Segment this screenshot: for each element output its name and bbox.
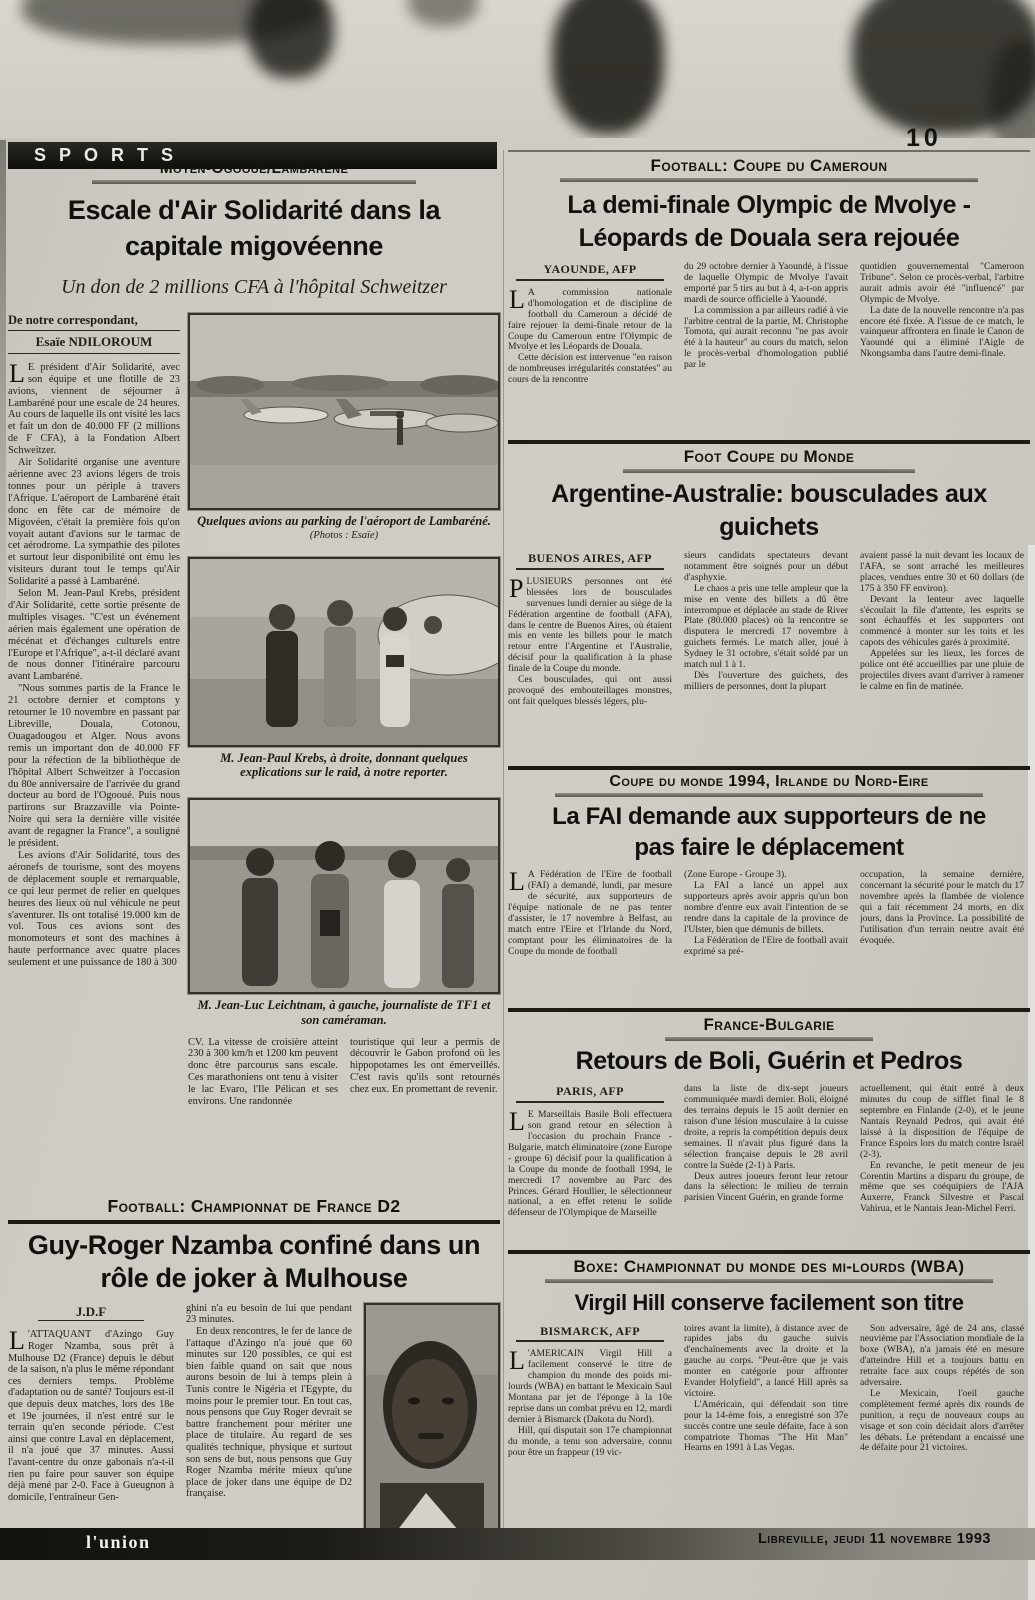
body-text: E président d'Air Solidarité, avec son équipe et une flotille de 23 avions, viennent de séjourner à Lambaréné pour une escale de 24 heures. Au cours de laquelle ils ont visité les lacs et fait un don de 40.000 FF (2 millions de F CFA), à la Fondation Albert Schweitzer. — [8, 361, 180, 457]
dropcap: L — [509, 284, 525, 314]
body-paragraph: Air Solidarité organise une aventure aérienne avec 23 avions légers de trois tonnes pour un périple à travers l'Afrique. L'aéroport de Lambaréné était donc en fête car de mémoire de Migovéen, c'était la première fois qu'on voyait autant d'avions sur le tarmac de cet aérodrome. La sympathie des pilotes et surtout leur disponibilité ont ému les visiteurs durant tout le temps qu'Air Solidarité a passé à Lambaréné. — [8, 457, 180, 588]
photo-column — [188, 313, 500, 1141]
body-paragraph: touristique qui leur a permis de découvrir le Gabon profond où les hippopotames les ont émerveillés. C'est ravis qu'ils sont retournés chez eux. En promettant de revenir. — [350, 1036, 500, 1096]
body-paragraph: En deux rencontres, le fer de lance de l'attaque d'Azingo n'a joué que 60 minutes sur 120 possibles, ce qui est bien faible quand on sait que nous aurons besoin de lui à temps plein à Tunis contre le Nigéria et l'Egypte, du moins pour le premier tour. En tout cas, nous pensons que Guy Roger devrait se battre franchement pour mériter une place de titulaire. Au regard de ses qualités technique, physique et surtout son sens de but, nous pensons que Guy Roger Nzamba mérite mieux qu'une place de joker dans une équipe de D2 française. — [186, 1326, 352, 1500]
article-body-row — [8, 313, 500, 1141]
photo-credit: (Photos : Esaïe) — [309, 529, 379, 541]
article-argentine-australie — [508, 440, 1030, 763]
body-column — [860, 1084, 1024, 1252]
body-paragraph: La commission a par ailleurs radié à vie l'arbitre central de la partie, M. Christophe Tomota, qui aurait reconnu "ne pas avoir été à la hauteur" au cours du match, selon le procès-verbal d'homologation publié par le — [684, 304, 848, 371]
article-kicker: Football: Coupe du Cameroun — [650, 156, 888, 175]
article-kicker: Football: Championnat de France D2 — [107, 1196, 401, 1216]
body-paragraph: La Fédération de l'Eire de football avait exprimé sa pré- — [684, 934, 848, 957]
body-paragraph: Devant la lenteur avec laquelle s'écoulait la file d'attente, les esprits se sont échauffés et les supporters ont commencé à monter sur les toits et les capots des véhicules garés à proximité. — [860, 593, 1024, 649]
photo-nzamba-portrait — [364, 1303, 500, 1555]
body-paragraph: actuellement, qui était entré à deux minutes du coup de sifflet final le 8 septembre en Finlande (2-0), et le jeune Nantais Reynald Pedros, qui avait été laissé à la disposition de l'équipe de France Espoirs lors du match contre Israël (2-3). — [860, 1084, 1024, 1160]
article-france-bulgarie — [508, 1008, 1030, 1252]
body-paragraph: CV. La vitesse de croisière atteint 230 à 300 km/h et 1200 km peuvent donc être parcourus sans escale. Ces marathoniens ont tenu à visiter le lac Evaro, l'Ile Pélican et ses environs. Une randonnée — [188, 1036, 338, 1108]
byline-name: Esaïe NDILOROUM — [8, 331, 180, 354]
body-paragraph: La date de la nouvelle rencontre n'a pas encore été fixée. A l'issue de ce match, le vainqueur affrontera en finale le Canon de Yaoundé qui a éliminé l'Aigle de Nkongsamba dans l'autre demi-finale. — [860, 304, 1024, 360]
body-column — [508, 1324, 672, 1510]
photo-leichtnam — [188, 798, 500, 994]
article-headline: La FAI demande aux supporteurs de ne pas faire le déplacement — [552, 803, 986, 861]
scan-edge-left — [0, 140, 6, 660]
body-paragraph: La FAI a lancé un appel aux supporteurs après avoir appris qu'un bon nombre d'entre eux avait l'intention de se rendre dans la capitale de la province de l'Ulster, bien que démunis de billets. — [684, 880, 848, 935]
kicker-rule — [560, 178, 978, 182]
article-headline: Retours de Boli, Guérin et Pedros — [575, 1047, 963, 1075]
kicker-rule — [92, 180, 417, 184]
body-column — [684, 1324, 848, 1510]
body-paragraph: Le Mexicain, l'oeil gauche complètement fermé après dix rounds de punition, a reçu de nouveaux coups au visage et son coin décidait alors d'arrêter les débats. Le prétendant a encaissé une 4e défaite pour 21 victoires. — [860, 1387, 1024, 1454]
photo-caption: M. Jean-Luc Leichtnam, à gauche, journaliste de TF1 et son caméraman. — [197, 998, 491, 1027]
body-paragraph: L'Américain, qui défendait son titre pour la 14-ème fois, a enregistré son 37e succès contre une seule défaite, face à son compatriote Thomas "The Hit Man" Hearns en 1991 à Las Vegas. — [684, 1398, 848, 1454]
section-rule — [508, 1008, 1030, 1012]
body-text: 'ATTAQUANT d'Azingo Guy Roger Nzamba, sous prêt à Mulhouse D2 (France) depuis le début de la saison, n'a plus le même répondant ces derniers temps. Problème d'adaptation ou de santé? Toujours est-il que depuis deux matches, lors des 18e et 19e journées, il n'est entré sur le terrain qu'en seconde période. C'est ainsi que contre Laval en déplacement, il n'a joué que 37 minutes. Aussi l'avant-centre du onze gabonais n'a-t-il rien pu faire pour sauver son équipe déjà mené par 2-0. Face à Gueugnon à domicile, l'entraîneur Gen- — [8, 1329, 174, 1503]
photo-nzamba-image — [366, 1305, 498, 1553]
body-text: 'AMERICAIN Virgil Hill a facilement conservé le titre de champion du monde des poids mi-lourds (WBA) en battant le Mexicain Saul Montana par jet de l'éponge à la 10e reprise dans un combat prévu en 12, mardi dernier à Bismarck (Dakota du Nord). — [508, 1348, 672, 1425]
body-column — [508, 262, 672, 442]
body-paragraph: Ces bousculades, qui ont aussi provoqué des embouteillages monstres, ont fait quelques blessés légers, plu- — [508, 674, 672, 707]
body-paragraph: toires avant la limite), à distance avec de rapides jabs du gauche suivis d'enchaînements avec la droite et la gauche au corps. "Peut-être que je vais monter en catégorie pour affronter Evander Holyfield", a lancé Hill après sa victoire. — [684, 1323, 848, 1399]
continuation-columns — [188, 1037, 500, 1141]
left-text-column — [8, 313, 180, 1141]
article-kicker: Boxe: Championnat du monde des mi-lourds (WBA) — [573, 1257, 965, 1276]
section-rule — [8, 1220, 500, 1224]
body-column — [684, 1084, 848, 1252]
page-number: 10 — [906, 124, 942, 152]
article-headline: Virgil Hill conserve facilement son titre — [574, 1290, 964, 1315]
article-columns — [508, 1084, 1030, 1252]
article-kicker: Moyen-Ogooue/Lambaréné — [159, 160, 349, 177]
photo-caption: Quelques avions au parking de l'aéroport de Lambaréné. — [197, 513, 491, 528]
article-columns — [508, 870, 1030, 1010]
article-air-solidarite — [8, 160, 500, 1141]
body-paragraph: occupation, la semaine dernière, concernant la sécurité pour le match du 17 novembre après la flambée de violence qui a fait récemment 24 morts, en dix jours, dans la Province. La possibilité de l'utilisation d'un terrain neutre avait été évoquée. — [860, 870, 1024, 946]
dropcap: P — [509, 573, 524, 603]
body-paragraph: En revanche, le petit meneur de jeu Corentin Martins a disparu du groupe, de même que ses coéquipiers de l'AJA Auxerre, Franck Silvestre et Pascal Vahirua, et le Nantais Jean-Michel Ferri. — [860, 1159, 1024, 1215]
body-paragraph: Appelées sur les lieux, les forces de police ont été accueillies par une pluie de projectiles divers avant d'arriver à ramener le calme en fin de matinée. — [860, 648, 1024, 692]
byline-label: De notre correspondant, — [8, 313, 180, 331]
body-column — [186, 1303, 352, 1555]
body-paragraph: Hill, qui disputait son 17e championnat du monde, a tenu son adversaire, connu pour être un frappeur (19 vic- — [508, 1424, 672, 1458]
dateline: PARIS, AFP — [516, 1086, 664, 1103]
photo-krebs — [188, 557, 500, 747]
kicker-rule — [555, 793, 983, 797]
article-kicker: France-Bulgarie — [703, 1015, 835, 1034]
body-paragraph: Deux autres joueurs feront leur retour dans la sélection: le milieu de terrain parisien Vincent Guérin, en grande forme — [684, 1170, 848, 1204]
section-rule — [508, 766, 1030, 770]
body-column — [860, 1324, 1024, 1510]
scan-blob — [408, 0, 478, 26]
column-divider — [503, 150, 504, 1528]
scan-blob — [552, 0, 664, 134]
body-paragraph: Selon M. Jean-Paul Krebs, président d'Air Solidarité, cette sortie présente de multiples visages. "C'est un événement aérien mais également une opération de mécénat et d'échanges culturels entre l'Europe et l'Afrique", a-t-il déclaré avant de nous donner l'itinéraire parcouru avant Lambaréné. — [8, 588, 180, 683]
body-column — [350, 1037, 500, 1141]
photo-planes — [188, 313, 500, 510]
kicker-rule — [545, 1279, 994, 1283]
body-column — [508, 1084, 672, 1252]
body-text: A Fédération de l'Eire de football (FAI) a demandé, lundi, par mesure de sécurité, aux supporteurs de l'équipe nationale de ne pas tenter d'assister, le 17 novembre à Belfast, au match entre l'Eire et l'Irlande du Nord, comptant pour les éliminatoires de la Coupe du monde de football — [508, 870, 672, 957]
article-subhead: Un don de 2 millions CFA à l'hôpital Schweitzer — [61, 275, 447, 298]
body-column — [860, 870, 1024, 1010]
body-column — [684, 262, 848, 442]
body-column — [8, 362, 180, 1100]
article-body-row — [8, 1303, 500, 1555]
body-column — [860, 551, 1024, 763]
body-paragraph: Cette décision est intervenue "en raison de nombreuses irrégularités constatées" au cours de la rencontre — [508, 352, 672, 386]
body-column — [8, 1303, 174, 1555]
article-headline: Escale d'Air Solidarité dans la capitale migovéenne — [67, 195, 441, 261]
newspaper-brand: l'union — [86, 1532, 151, 1552]
body-column — [508, 551, 672, 763]
article-columns — [508, 551, 1030, 763]
body-paragraph: Les avions d'Air Solidarité, tous des aéronefs de tourisme, sont des moyens de déplacement souple et remarquable, ce qui leur permet de relier en quelques heures des lieux où nul véhicule ne peut s'aventurer. Ils ont totalisé 19.000 km de vol. Tous ces avions sont des monomoteurs et sont des machines à haute performance avec quatre places seulement et une puissance de 180 à 300 — [8, 849, 180, 969]
article-columns — [508, 262, 1030, 442]
body-paragraph: dans la liste de dix-sept joueurs communiquée mardi dernier. Boli, éloigné des terrains depuis le 15 août dernier en raison d'une lésion musculaire à la cuisse droite, a repris la compétition depuis deux semaines. Il n'avait plus figuré dans la sélection française depuis le 28 avril contre la Suède (2-1) à Paris. — [684, 1084, 848, 1171]
kicker-rule — [623, 469, 915, 473]
article-coupe-cameroun — [508, 150, 1030, 442]
body-text: A commission nationale d'homologation et de discipline de football du Cameroun a décidé de faire rejouer la demi-finale retour de la Coupe du Cameroun entre l'Olympic de Mvolye et les Léopards de Douala. — [508, 286, 672, 353]
body-paragraph: du 29 octobre dernier à Yaoundé, à l'issue de laquelle Olympic de Mvolye l'avait emporté par 5 tirs au but à 4, a-t-on appris mardi de source officielle à Yaoundé. — [684, 262, 848, 305]
body-text: E Marseillais Basile Boli effectuera son grand retour en sélection à l'occasion du prochain France - Bulgarie, match éliminatoire (zone Europe - groupe 6) décisif pour la qualification à la Coupe du monde de football 1994, le mercredi 17 novembre au Parc des Princes. Gérard Houllier, le sélectionneur national, a en effet retenu le solide défenseur de l'Olympique de Marseille — [508, 1109, 672, 1219]
article-virgil-hill — [508, 1250, 1030, 1510]
article-headline: Guy-Roger Nzamba confiné dans un rôle de joker à Mulhouse — [27, 1230, 481, 1293]
dropcap: L — [9, 361, 25, 388]
dateline: YAOUNDE, AFP — [516, 264, 664, 281]
dropcap: L — [9, 1326, 25, 1356]
sports-banner-label: SPORTS — [34, 145, 187, 165]
article-fai — [508, 766, 1030, 1010]
article-nzamba — [8, 1196, 500, 1555]
photo-planes-image — [190, 315, 498, 508]
body-paragraph: sieurs candidats spectateurs devant notamment être soignés pour un début d'asphyxie. — [684, 551, 848, 583]
dateline: BUENOS AIRES, AFP — [516, 553, 664, 570]
footer-dateline: Libreville, jeudi 11 novembre 1993 — [757, 1531, 991, 1547]
article-columns — [508, 1324, 1030, 1510]
photo-caption: M. Jean-Paul Krebs, à droite, donnant quelques explications sur le raid, à notre reporter. — [220, 750, 468, 780]
body-paragraph: "Nous sommes partis de la France le 21 octobre dernier et comptons y retourner le 10 novembre en passant par Libreville, Douala, Cotonou, Ouagadougou et Alger. Nous avons remis un important don de 40.000 FF pour la réfection de la bibliothèque de l'hôpital Albert Schweitzer à l'occasion du 80e anniversaire de l'arrivée du grand docteur au bord de l'Ogooué. Puis nous partirons sur Brazzaville via Pointe-Noire qui sera la dernière ville visitée avant de regagner la France", a souligné le président. — [8, 683, 180, 850]
article-kicker: Foot Coupe du Monde — [683, 447, 855, 466]
article-headline: Argentine-Australie: bousculades aux guichets — [551, 480, 987, 541]
photo-leichtnam-image — [190, 800, 498, 992]
dropcap: L — [509, 870, 525, 897]
scan-blob — [248, 0, 334, 78]
body-paragraph: ghini n'a eu besoin de lui que pendant 23 minutes. — [186, 1302, 352, 1326]
body-column — [188, 1037, 338, 1141]
body-paragraph: Dès l'ouverture des guichets, des milliers de personnes, dont la plupart — [684, 669, 848, 692]
dropcap: L — [509, 1107, 525, 1137]
body-paragraph: (Zone Europe - Groupe 3). — [684, 870, 787, 881]
section-rule — [508, 1250, 1030, 1254]
body-column — [860, 262, 1024, 442]
kicker-rule — [665, 1037, 874, 1041]
body-paragraph: avaient passé la nuit devant les locaux de l'AFA, se sont arraché les meilleures places, vendues entre 30 et 60 dollars (de 175 à 350 FF environ). — [860, 551, 1024, 594]
dateline: BISMARCK, AFP — [516, 1326, 664, 1343]
body-text: LUSIEURS personnes ont été blessées lors de bousculades survenues lundi dernier au siège de la Fédération argentine de football (AFA), dans le centre de Buenos Aires, où étaient mis en vente les billets pour le match retour entre l'Argentine et l'Australie, décisif pour la qualification à la phase finale de la Coupe du monde. — [508, 575, 672, 675]
article-headline: La demi-finale Olympic de Mvolye - Léopards de Douala sera rejouée — [567, 191, 971, 252]
body-paragraph: quotidien gouvernemental "Cameroon Tribune". Selon ce procès-verbal, l'arbitre aurait admis avoir été "influencé" par Olympic de Mvolye. — [860, 262, 1024, 305]
photo-krebs-image — [190, 559, 498, 745]
byline-name: J.D.F — [38, 1303, 144, 1322]
body-paragraph: Son adversaire, âgé de 24 ans, classé neuvième par l'Association mondiale de la boxe (WBA), n'a jamais été en mesure d'atteindre Hill et a toujours battu en retraite face aux coups répétés de son adversaire. — [860, 1323, 1024, 1389]
body-column — [508, 870, 672, 1010]
scan-artifact-strip — [0, 0, 1035, 138]
section-rule — [508, 440, 1030, 444]
article-kicker: Coupe du monde 1994, Irlande du Nord-Eire — [609, 773, 929, 790]
dropcap: L — [509, 1346, 525, 1376]
body-paragraph: Le chaos a pris une telle ampleur que la mise en vente des billets a dû être interrompue et déplacée au stade de River Plate (80.000 places) où la rencontre se disputera le mercredi 17 novembre à guichets fermés. Le match aller, joué à Sydney le 31 octobre, s'était soldé par un match nul 1 à 1. — [684, 582, 848, 671]
body-column — [684, 551, 848, 763]
body-column — [684, 870, 848, 1010]
